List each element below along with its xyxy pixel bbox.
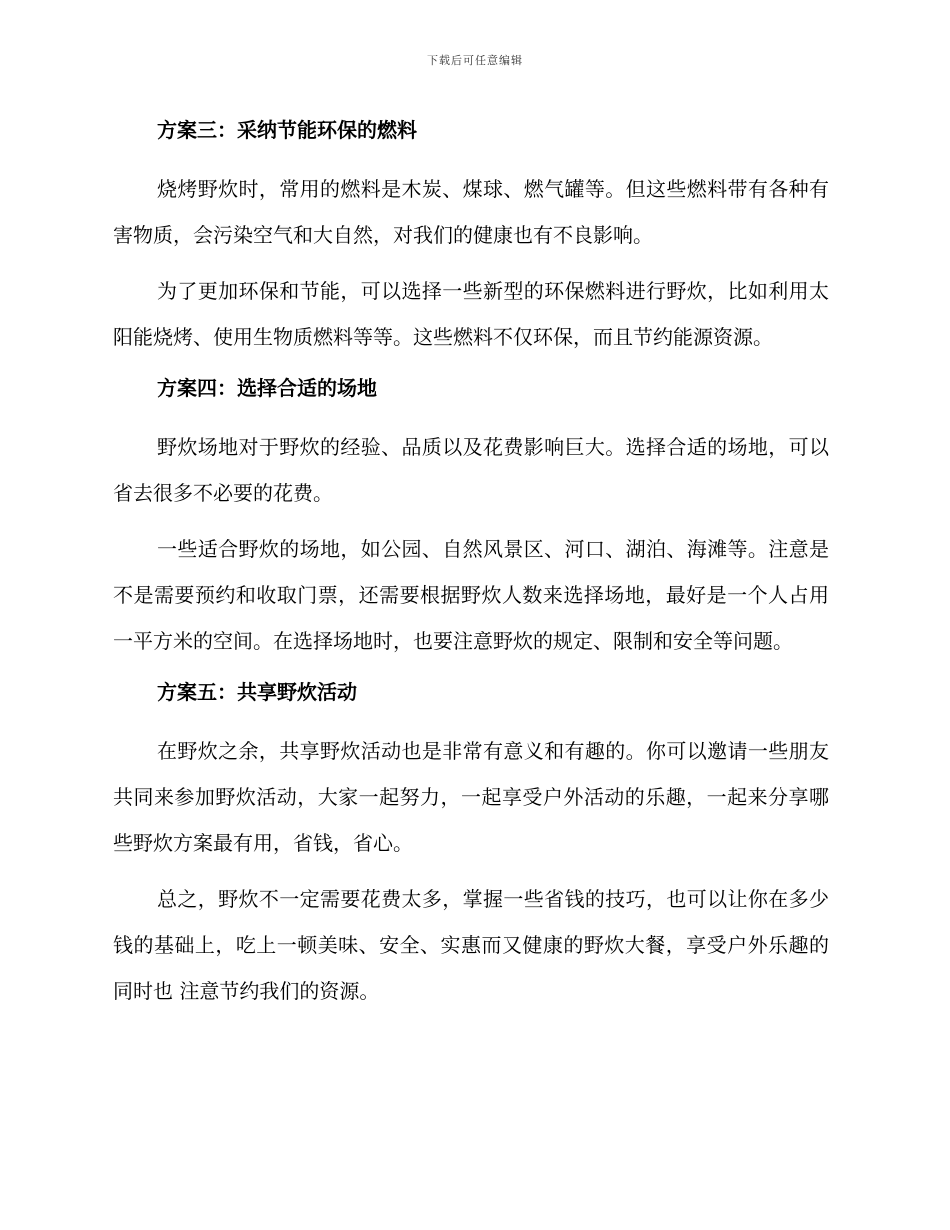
section-heading-plan-five: 方案五：共享野炊活动 [157, 680, 357, 704]
paragraph: 烧烤野炊时，常用的燃料是木炭、煤球、燃气罐等。但这些燃料带有各种有害物质，会污染空气和大自然，对我们的健康也有不良影响。 [113, 177, 829, 247]
header-note: 下载后可任意编辑 [427, 54, 523, 67]
paragraph: 在野炊之余，共享野炊活动也是非常有意义和有趣的。你可以邀请一些朋友共同来参加野炊活动，大家一起努力，一起享受户外活动的乐趣，一起来分享哪些野炊方案最有用，省钱，省心。 [113, 739, 829, 855]
document-body [113, 112, 829, 1024]
paragraph: 总之，野炊不一定需要花费太多，掌握一些省钱的技巧，也可以让你在多少钱的基础上，吃上一顿美味、安全、实惠而又健康的野炊大餐，享受户外乐趣的同时也 注意节约我们的资源。 [113, 887, 829, 1003]
section-heading-plan-three: 方案三：采纳节能环保的燃料 [157, 118, 417, 142]
paragraph: 一些适合野炊的场地，如公园、自然风景区、河口、湖泊、海滩等。注意是不是需要预约和收取门票，还需要根据野炊人数来选择场地，最好是一个人占用一平方米的空间。在选择场地时，也要注意野炊的规定、限制和安全等问题。 [113, 537, 829, 653]
paragraph: 野炊场地对于野炊的经验、品质以及花费影响巨大。选择合适的场地，可以省去很多不必要的花费。 [113, 435, 829, 505]
paragraph: 为了更加环保和节能，可以选择一些新型的环保燃料进行野炊，比如利用太阳能烧烤、使用生物质燃料等等。这些燃料不仅环保，而且节约能源资源。 [113, 279, 829, 349]
section-heading-plan-four: 方案四：选择合适的场地 [157, 376, 377, 400]
